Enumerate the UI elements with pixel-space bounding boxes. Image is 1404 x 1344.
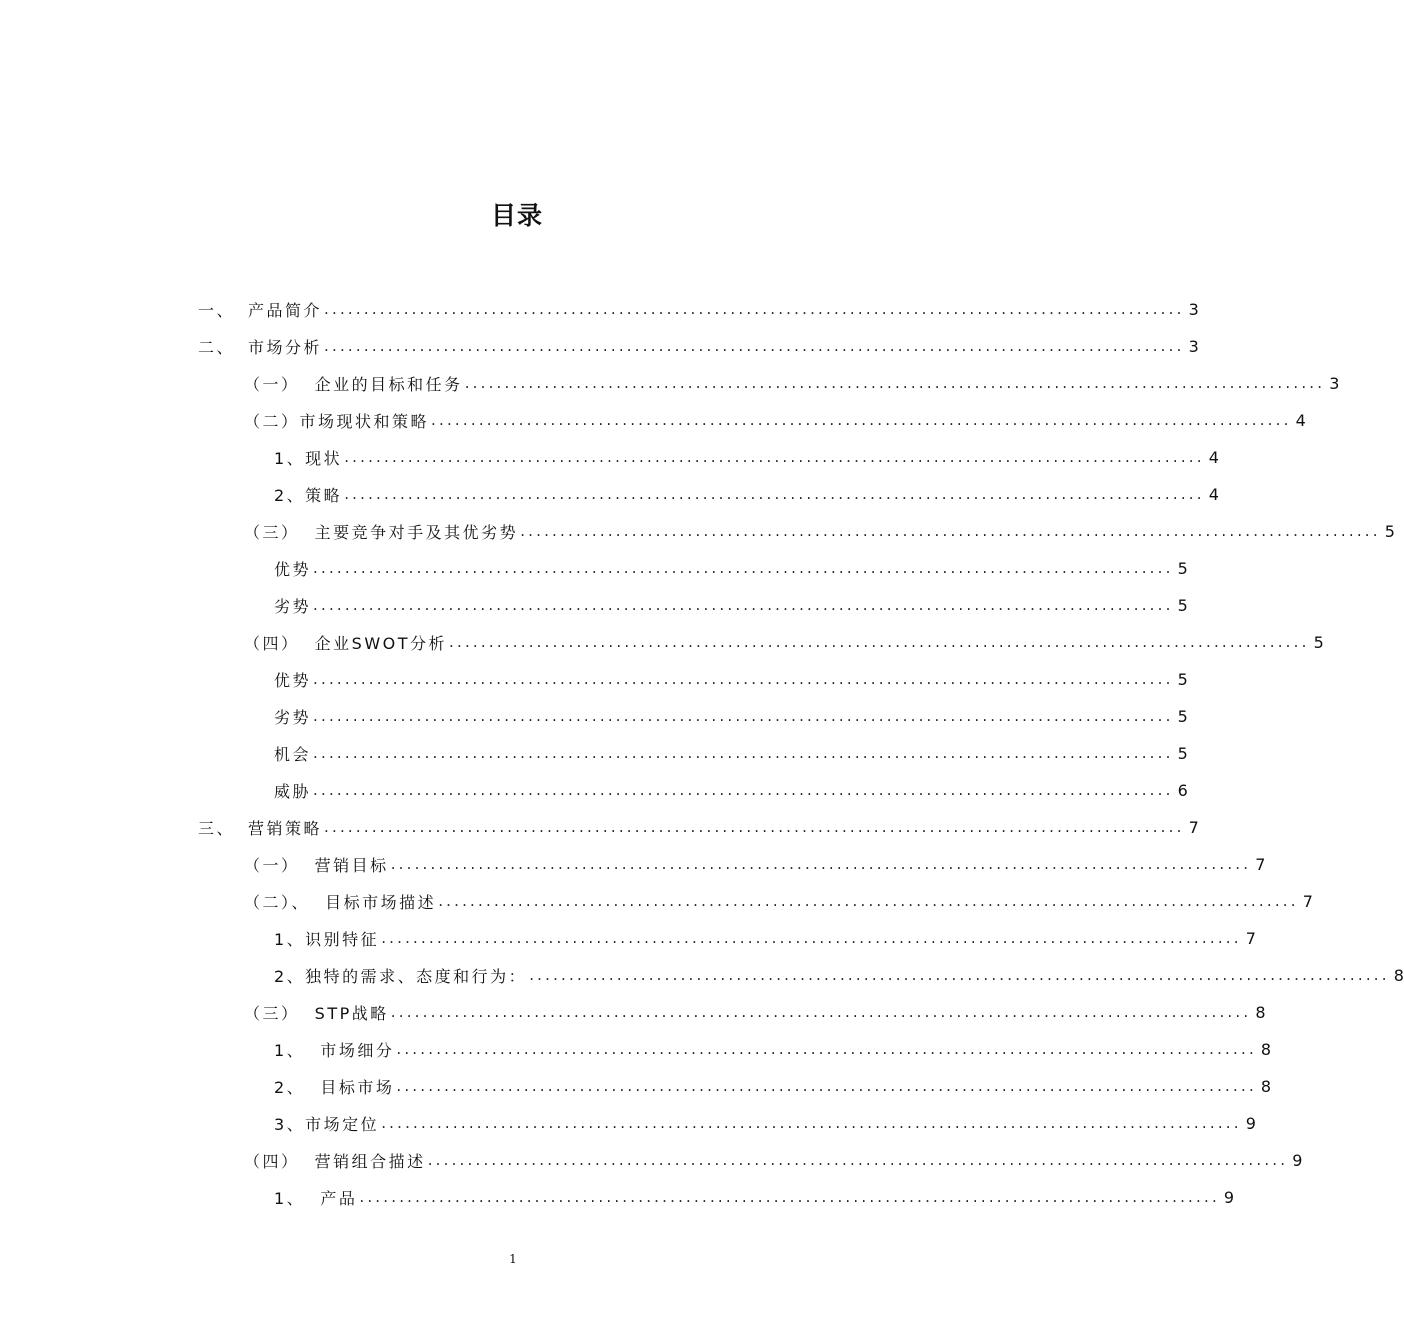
toc-entry-title: 2、独特的需求、态度和行为： <box>274 966 528 986</box>
toc-entry[interactable] <box>274 1071 1272 1101</box>
toc-entry-page: 7 <box>1188 817 1199 837</box>
toc-dot-leader: ............................................................................................................ <box>324 818 1185 836</box>
toc-entry-page: 7 <box>1302 891 1313 911</box>
toc-entry-title: 1、 产品 <box>274 1188 358 1208</box>
toc-entry-page: 7 <box>1255 854 1266 874</box>
toc-entry-title: 威胁 <box>274 781 312 801</box>
toc-entry[interactable] <box>274 1182 1235 1212</box>
toc-dot-leader: ............................................................................................................ <box>313 707 1174 725</box>
toc-entry-page: 5 <box>1177 706 1188 726</box>
toc-dot-leader: ............................................................................................................ <box>324 337 1185 355</box>
toc-entry-title: 1、识别特征 <box>274 929 380 949</box>
toc-dot-leader: ............................................................................................................ <box>396 1077 1257 1095</box>
toc-dot-leader: ............................................................................................................ <box>438 892 1299 910</box>
toc-entry-number: 一、 <box>198 300 236 320</box>
toc-dot-leader: ............................................................................................................ <box>381 1114 1242 1132</box>
toc-entry[interactable] <box>244 886 1313 916</box>
toc-entry-title: 2、 目标市场 <box>274 1077 395 1097</box>
toc-entry[interactable] <box>244 405 1306 435</box>
toc-entry-page: 8 <box>1255 1002 1266 1022</box>
toc-entry[interactable] <box>274 775 1188 805</box>
toc-dot-leader: ............................................................................................................ <box>529 966 1390 984</box>
toc-entry-page: 3 <box>1188 299 1199 319</box>
toc-entry-title: （四） 企业SWOT分析 <box>244 633 448 653</box>
toc-entry-page: 5 <box>1177 558 1188 578</box>
toc-entry[interactable] <box>274 923 1256 953</box>
toc-entry[interactable] <box>198 294 1199 324</box>
toc-entry-page: 8 <box>1260 1039 1272 1059</box>
toc-dot-leader: ............................................................................................................ <box>396 1040 1257 1058</box>
toc-entry[interactable] <box>244 1145 1303 1175</box>
toc-dot-leader: ............................................................................................................ <box>313 559 1174 577</box>
toc-entry[interactable] <box>274 590 1188 620</box>
toc-entry[interactable] <box>198 812 1199 842</box>
toc-entry[interactable] <box>274 701 1188 731</box>
toc-entry-page: 4 <box>1208 484 1219 504</box>
toc-entry[interactable] <box>274 1108 1256 1138</box>
toc-entry-title: 2、策略 <box>274 485 343 505</box>
toc-dot-leader: ............................................................................................................ <box>313 744 1174 762</box>
toc-entry[interactable] <box>274 738 1188 768</box>
toc-dot-leader: ............................................................................................................ <box>390 1003 1252 1021</box>
toc-entry-title: 市场分析 <box>248 337 323 357</box>
toc-entry-page: 9 <box>1292 1150 1303 1170</box>
toc-entry-page: 5 <box>1177 669 1188 689</box>
toc-dot-leader: ............................................................................................................ <box>324 300 1185 318</box>
toc-dot-leader: ............................................................................................................ <box>390 855 1252 873</box>
toc-entry-title: 3、市场定位 <box>274 1114 380 1134</box>
toc-entry-title: 营销策略 <box>248 818 323 838</box>
toc-entry-title: （一） 企业的目标和任务 <box>244 374 463 394</box>
toc-entry-page: 5 <box>1177 595 1188 615</box>
toc-dot-leader: ............................................................................................................ <box>359 1188 1220 1206</box>
toc-entry[interactable] <box>244 997 1266 1027</box>
toc-entry-page: 7 <box>1245 928 1256 948</box>
toc-entry[interactable] <box>198 331 1199 361</box>
page-title: 目录 <box>490 201 543 230</box>
toc-entry-title: 机会 <box>274 744 312 764</box>
toc-entry-page: 4 <box>1295 410 1306 430</box>
toc-entry[interactable] <box>244 516 1395 546</box>
toc-entry-page: 5 <box>1384 521 1395 541</box>
toc-entry[interactable] <box>244 849 1266 879</box>
toc-entry[interactable] <box>244 627 1324 657</box>
toc-entry-title: （四） 营销组合描述 <box>244 1151 426 1171</box>
page-number: 1 <box>509 1252 517 1266</box>
toc-entry-title: （三） 主要竞争对手及其优劣势 <box>244 522 519 542</box>
toc-entry-title: （二）、 目标市场描述 <box>244 892 437 912</box>
toc-entry-title: 优势 <box>274 670 312 690</box>
toc-dot-leader: ............................................................................................................ <box>313 596 1174 614</box>
toc-entry-page: 4 <box>1208 447 1219 467</box>
toc-entry-page: 9 <box>1223 1187 1235 1207</box>
toc-dot-leader: ............................................................................................................ <box>427 1151 1289 1169</box>
toc-dot-leader: ............................................................................................................ <box>381 929 1242 947</box>
toc-entry-page: 8 <box>1393 965 1404 985</box>
toc-dot-leader: ............................................................................................................ <box>431 411 1292 429</box>
toc-entry[interactable] <box>274 960 1404 990</box>
toc-entry-title: 劣势 <box>274 707 312 727</box>
toc-entry-title: （三） STP战略 <box>244 1003 389 1023</box>
toc-entry-title: （一） 营销目标 <box>244 855 389 875</box>
toc-dot-leader: ............................................................................................................ <box>313 781 1174 799</box>
toc-entry-page: 9 <box>1245 1113 1256 1133</box>
toc-entry-page: 5 <box>1177 743 1188 763</box>
toc-dot-leader: ............................................................................................................ <box>464 374 1326 392</box>
toc-entry-number: 三、 <box>198 818 236 838</box>
toc-entry-title: 优势 <box>274 559 312 579</box>
toc-entry[interactable] <box>274 553 1188 583</box>
toc-dot-leader: ............................................................................................................ <box>449 633 1310 651</box>
toc-entry-number: 二、 <box>198 337 236 357</box>
toc-dot-leader: ............................................................................................................ <box>344 448 1205 466</box>
toc-entry[interactable] <box>244 368 1340 398</box>
toc-entry-page: 6 <box>1177 780 1188 800</box>
toc-dot-leader: ............................................................................................................ <box>520 522 1381 540</box>
toc-entry-title: 劣势 <box>274 596 312 616</box>
toc-entry-page: 3 <box>1188 336 1199 356</box>
toc-entry-page: 8 <box>1260 1076 1272 1096</box>
toc-entry[interactable] <box>274 1034 1272 1064</box>
toc-entry-title: 产品简介 <box>248 300 323 320</box>
toc-dot-leader: ............................................................................................................ <box>344 485 1205 503</box>
toc-entry[interactable] <box>274 479 1219 509</box>
toc-entry-page: 3 <box>1329 373 1340 393</box>
toc-dot-leader: ............................................................................................................ <box>313 670 1174 688</box>
toc-entry[interactable] <box>274 442 1219 472</box>
toc-entry-title: 1、现状 <box>274 448 343 468</box>
toc-entry-page: 5 <box>1313 632 1324 652</box>
toc-entry[interactable] <box>274 664 1188 694</box>
toc-entry-title: （二）市场现状和策略 <box>244 411 430 431</box>
toc-entry-title: 1、 市场细分 <box>274 1040 395 1060</box>
